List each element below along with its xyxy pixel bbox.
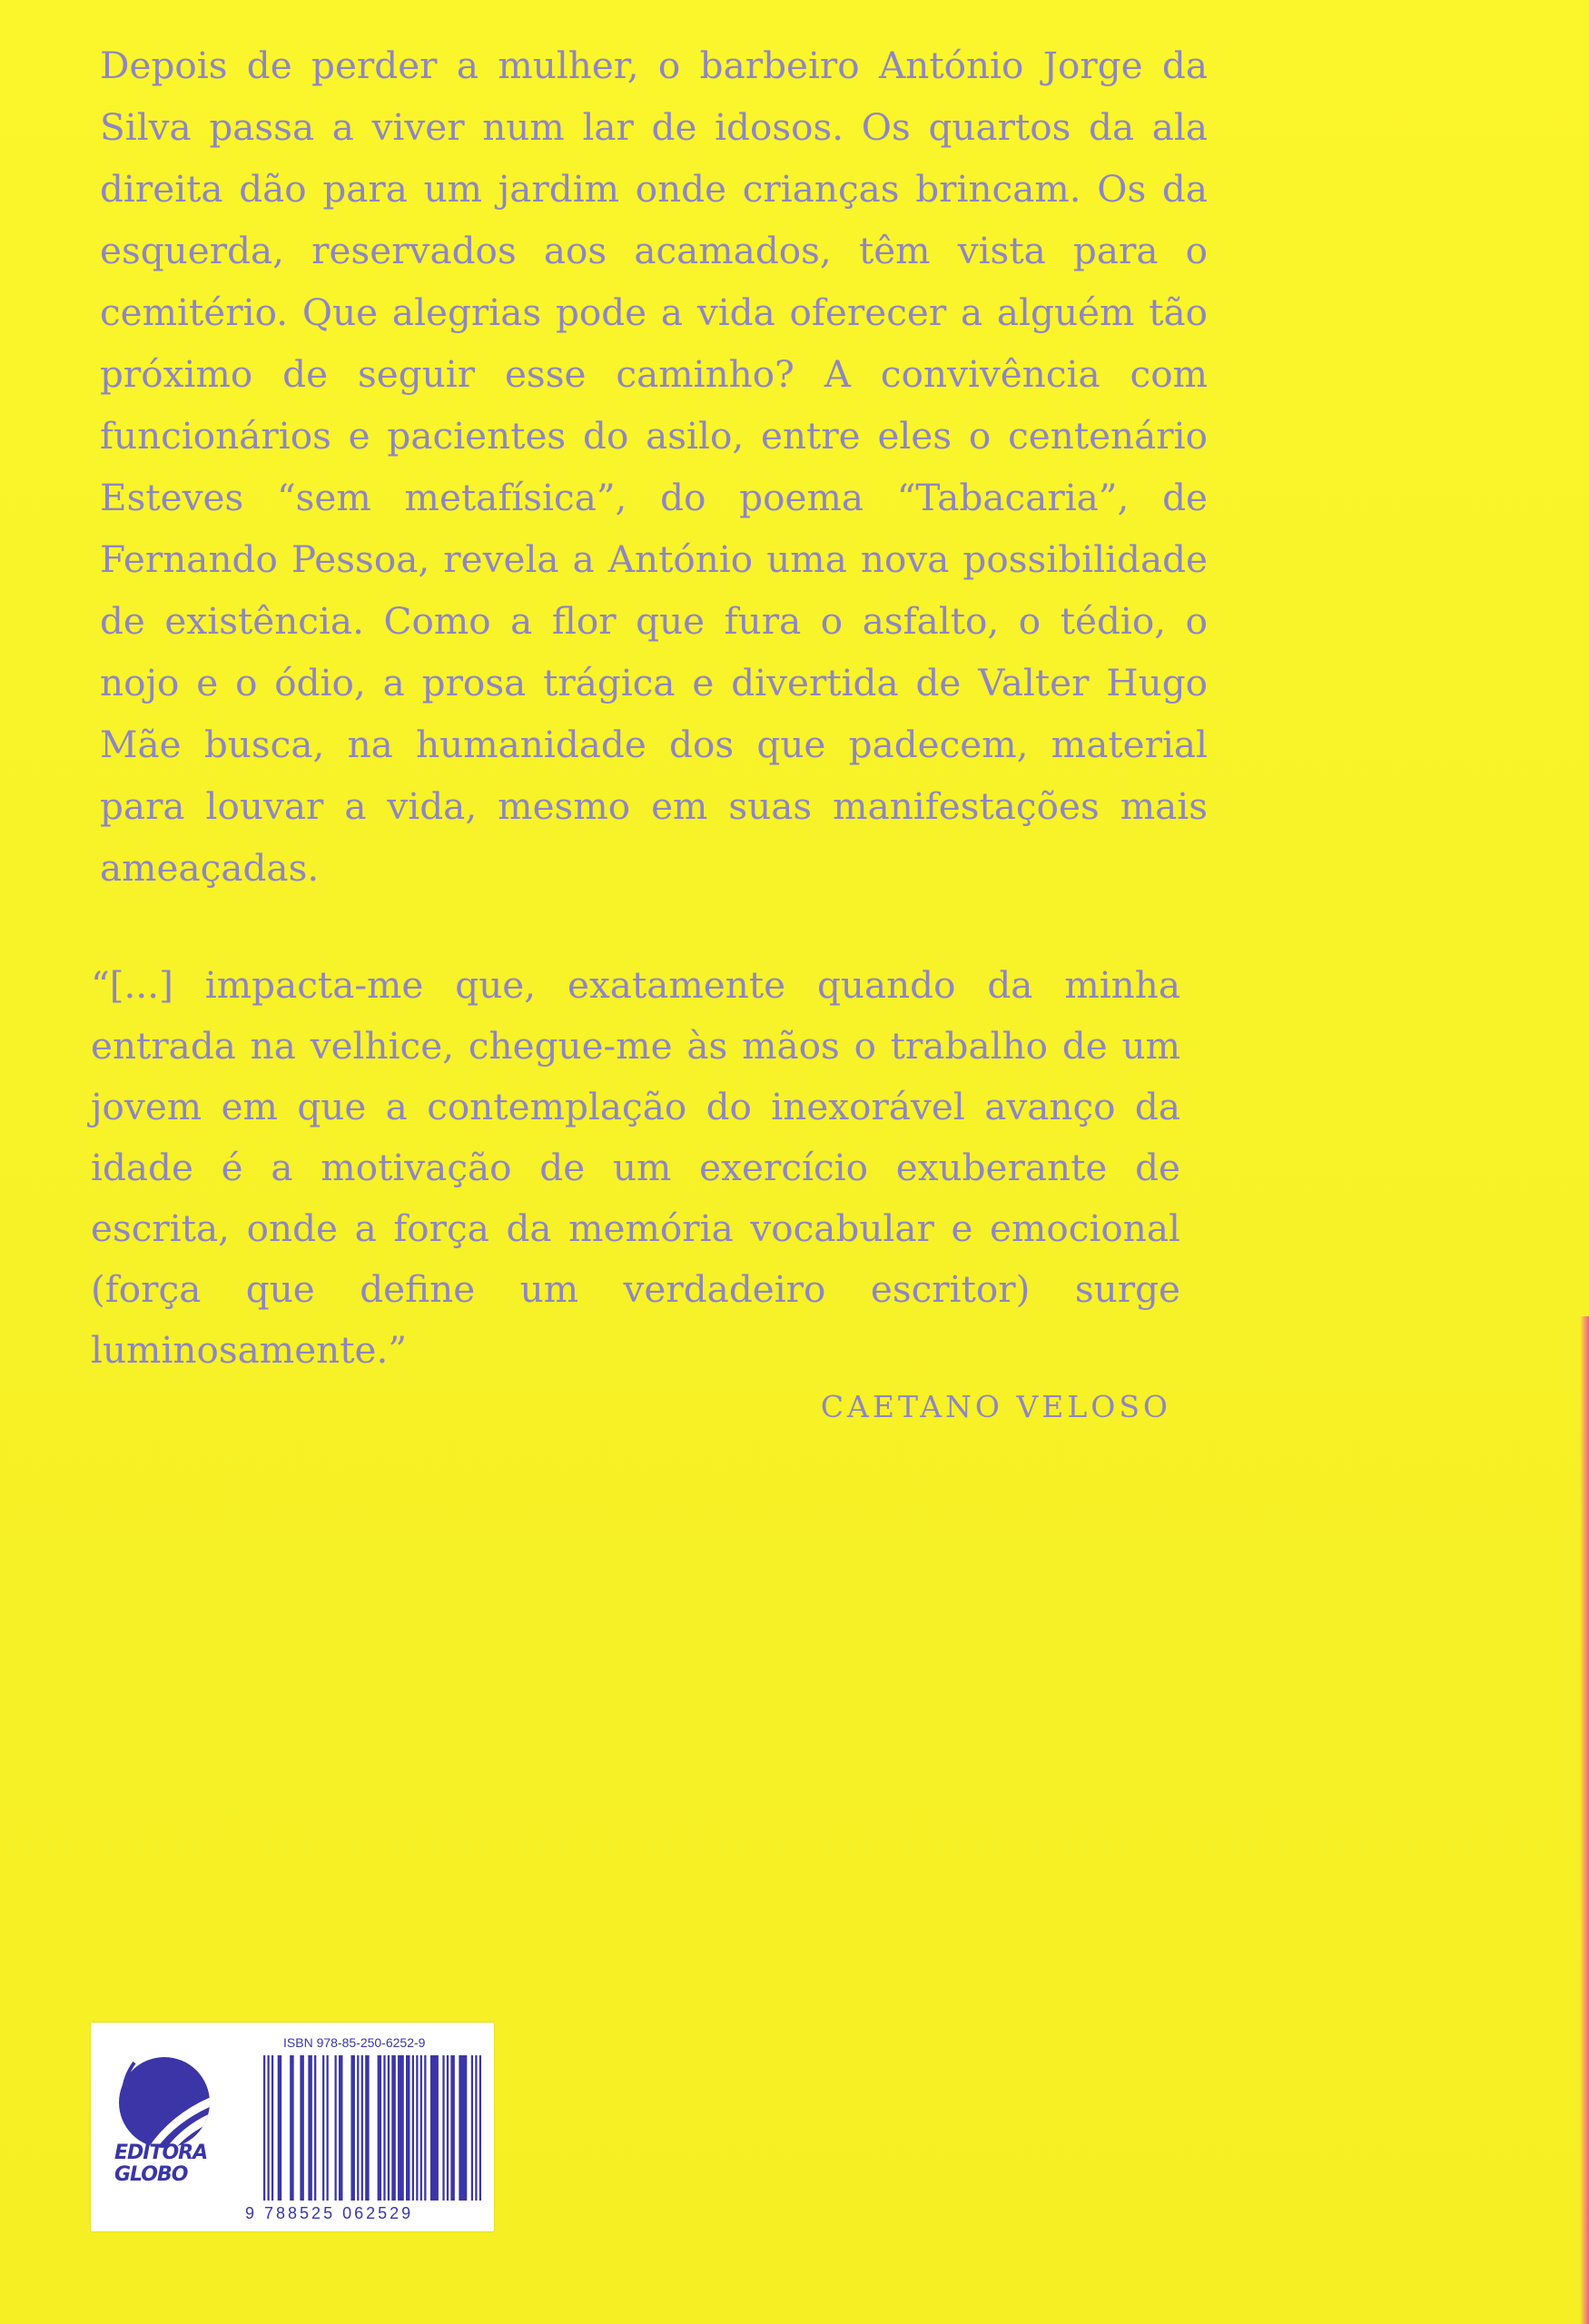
barcode-bar <box>471 2055 473 2201</box>
barcode-bar <box>450 2055 454 2201</box>
barcode-bar <box>300 2055 303 2201</box>
barcode-bar <box>335 2055 337 2201</box>
isbn-label: ISBN 978-85-250-6252-9 <box>283 2035 426 2050</box>
barcode-bar <box>391 2055 395 2201</box>
barcode <box>263 2055 481 2201</box>
barcode-bar <box>398 2055 404 2201</box>
barcode-bar <box>412 2055 414 2201</box>
barcode-bar <box>420 2055 422 2201</box>
barcode-bar <box>388 2055 390 2201</box>
publisher-line1: EDITORA <box>114 2142 208 2164</box>
barcode-bar <box>442 2055 444 2201</box>
barcode-bar <box>406 2055 410 2201</box>
barcode-bar <box>271 2055 273 2201</box>
barcode-bar <box>290 2055 293 2201</box>
page-edge-shadow <box>1580 1316 1589 2324</box>
barcode-bar <box>267 2055 269 2201</box>
barcode-bar <box>383 2055 385 2201</box>
barcode-bar <box>308 2055 311 2201</box>
barcode-bar <box>361 2055 363 2201</box>
barcode-bar <box>278 2055 281 2201</box>
publisher-name <box>114 2142 232 2186</box>
barcode-bar <box>350 2055 354 2201</box>
barcode-panel <box>91 2023 494 2231</box>
synopsis-text: Depois de perder a mulher, o barbeiro António Jorge da Silva passa a viver num lar de idosos. Os quartos da ala direita dão para um jardim onde crianças brincam. Os da esquerda, reservados aos acamados, têm vista para o cemitério. Que alegrias pode a vida oferecer a alguém tão próximo de seguir esse caminho? A convivência com funcionários e pacientes do asilo, entre eles o centenário Esteves “sem metafísica”, do poema “Tabacaria”, de Fernando Pessoa, revela a António uma nova possibilidade de existência. Como a flor que fura o asfalto, o tédio, o nojo e o ódio, a prosa trágica e divertida de Valter Hugo Mãe busca, na humanidade dos que padecem, material para louvar a vida, mesmo em suas manifestações mais ameaçadas. <box>100 44 1208 890</box>
publisher-line2: GLOBO <box>114 2163 188 2186</box>
barcode-bar <box>447 2055 449 2201</box>
barcode-bar <box>322 2055 324 2201</box>
barcode-bar <box>357 2055 359 2201</box>
barcode-bar <box>378 2055 381 2201</box>
barcode-bar <box>339 2055 342 2201</box>
blurb-quote: “[...] impacta-me que, exatamente quando da minha entrada na velhice, chegue-me às mãos o trabalho de um jovem em que a contemplação do inexorável avanço da idade é a motivação de um exercício exuberante de escrita, onde a força da memória vocabular e emocional (força que define um verdadeiro escritor) surge luminosamente.” <box>91 963 1180 1372</box>
barcode-bar <box>327 2055 329 2201</box>
barcode-bar <box>314 2055 316 2201</box>
barcode-bar <box>263 2055 265 2201</box>
barcode-bar <box>430 2055 439 2201</box>
barcode-bar <box>424 2055 426 2201</box>
editora-globo-logo-icon <box>107 2055 222 2210</box>
barcode-bar <box>479 2055 481 2201</box>
quote-author: CAETANO VELOSO <box>820 1389 1171 1424</box>
barcode-bar <box>365 2055 369 2201</box>
barcode-digits: 9 788525 062529 <box>245 2204 414 2222</box>
barcode-bar <box>475 2055 477 2201</box>
barcode-bar <box>416 2055 418 2201</box>
barcode-bar <box>459 2055 467 2201</box>
